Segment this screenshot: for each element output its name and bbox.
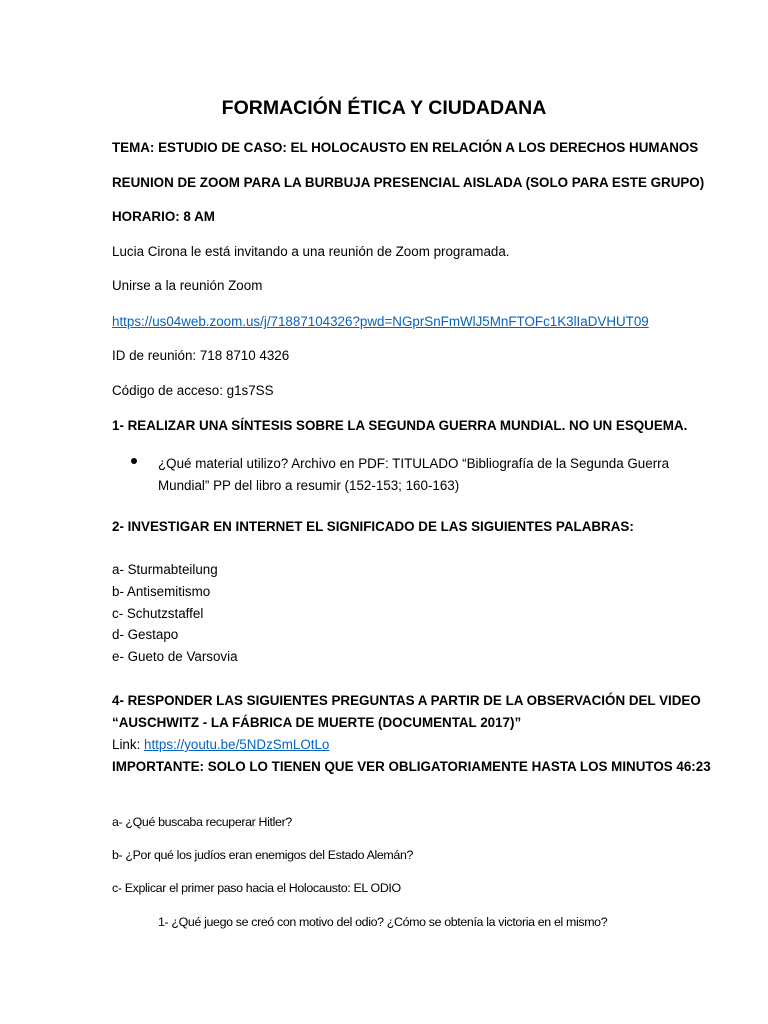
join-label: Unirse a la reunión Zoom: [112, 278, 263, 293]
task2-item: d- Gestapo: [112, 627, 179, 642]
task4-question: c- Explicar el primer paso hacia el Holocausto: EL ODIO: [112, 881, 401, 895]
important-note: IMPORTANTE: SOLO LO TIENEN QUE VER OBLIGATORIAMENTE HASTA LOS MINUTOS 46:23: [112, 759, 711, 774]
task4-heading-line1: 4- RESPONDER LAS SIGUIENTES PREGUNTAS A PARTIR DE LA OBSERVACIÓN DEL VIDEO: [112, 693, 701, 708]
reunion-heading: REUNION DE ZOOM PARA LA BURBUJA PRESENCIAL AISLADA (SOLO PARA ESTE GRUPO): [112, 175, 705, 190]
task2-heading: 2- INVESTIGAR EN INTERNET EL SIGNIFICADO DE LAS SIGUIENTES PALABRAS:: [112, 519, 634, 534]
task4-question: a- ¿Qué buscaba recuperar Hitler?: [112, 815, 292, 829]
access-code: Código de acceso: g1s7SS: [112, 383, 274, 398]
task1-heading: 1- REALIZAR UNA SÍNTESIS SOBRE LA SEGUNDA GUERRA MUNDIAL. NO UN ESQUEMA.: [112, 418, 688, 433]
invite-text: Lucia Cirona le está invitando a una reunión de Zoom programada.: [112, 244, 510, 259]
bullet-icon: [131, 458, 137, 464]
meeting-id: ID de reunión: 718 8710 4326: [112, 348, 290, 363]
zoom-link[interactable]: https://us04web.zoom.us/j/71887104326?pwd=NGprSnFmWlJ5MnFTOFc1K3lIaDVHUT09: [112, 314, 649, 329]
tema-heading: TEMA: ESTUDIO DE CASO: EL HOLOCAUSTO EN RELACIÓN A LOS DERECHOS HUMANOS: [112, 140, 699, 155]
task1-bullet-text: ¿Qué material utilizo? Archivo en PDF: TITULADO “Bibliografía de la Segunda Guerra Mundial” PP del libro a resumir (152-153; 160-163): [158, 456, 670, 493]
task4-heading-line2: “AUSCHWITZ - LA FÁBRICA DE MUERTE (DOCUMENTAL 2017)”: [112, 715, 522, 730]
video-link-label: Link:: [112, 737, 145, 752]
task2-item: c- Schutzstaffel: [112, 606, 204, 621]
task2-item: e- Gueto de Varsovia: [112, 649, 238, 664]
task4-subquestion: 1- ¿Qué juego se creó con motivo del odio? ¿Cómo se obtenía la victoria en el mismo?: [158, 915, 608, 929]
task4-question: b- ¿Por qué los judíos eran enemigos del Estado Alemán?: [112, 848, 414, 862]
video-link-line: [112, 736, 329, 754]
page-title: FORMACIÓN ÉTICA Y CIUDADANA: [221, 97, 547, 119]
video-link[interactable]: https://youtu.be/5NDzSmLOtLo: [144, 737, 330, 752]
zoom-link-line: [112, 313, 649, 331]
horario-heading: HORARIO: 8 AM: [112, 209, 215, 224]
task2-item: b- Antisemitismo: [112, 584, 211, 599]
task2-item: a- Sturmabteilung: [112, 562, 218, 577]
